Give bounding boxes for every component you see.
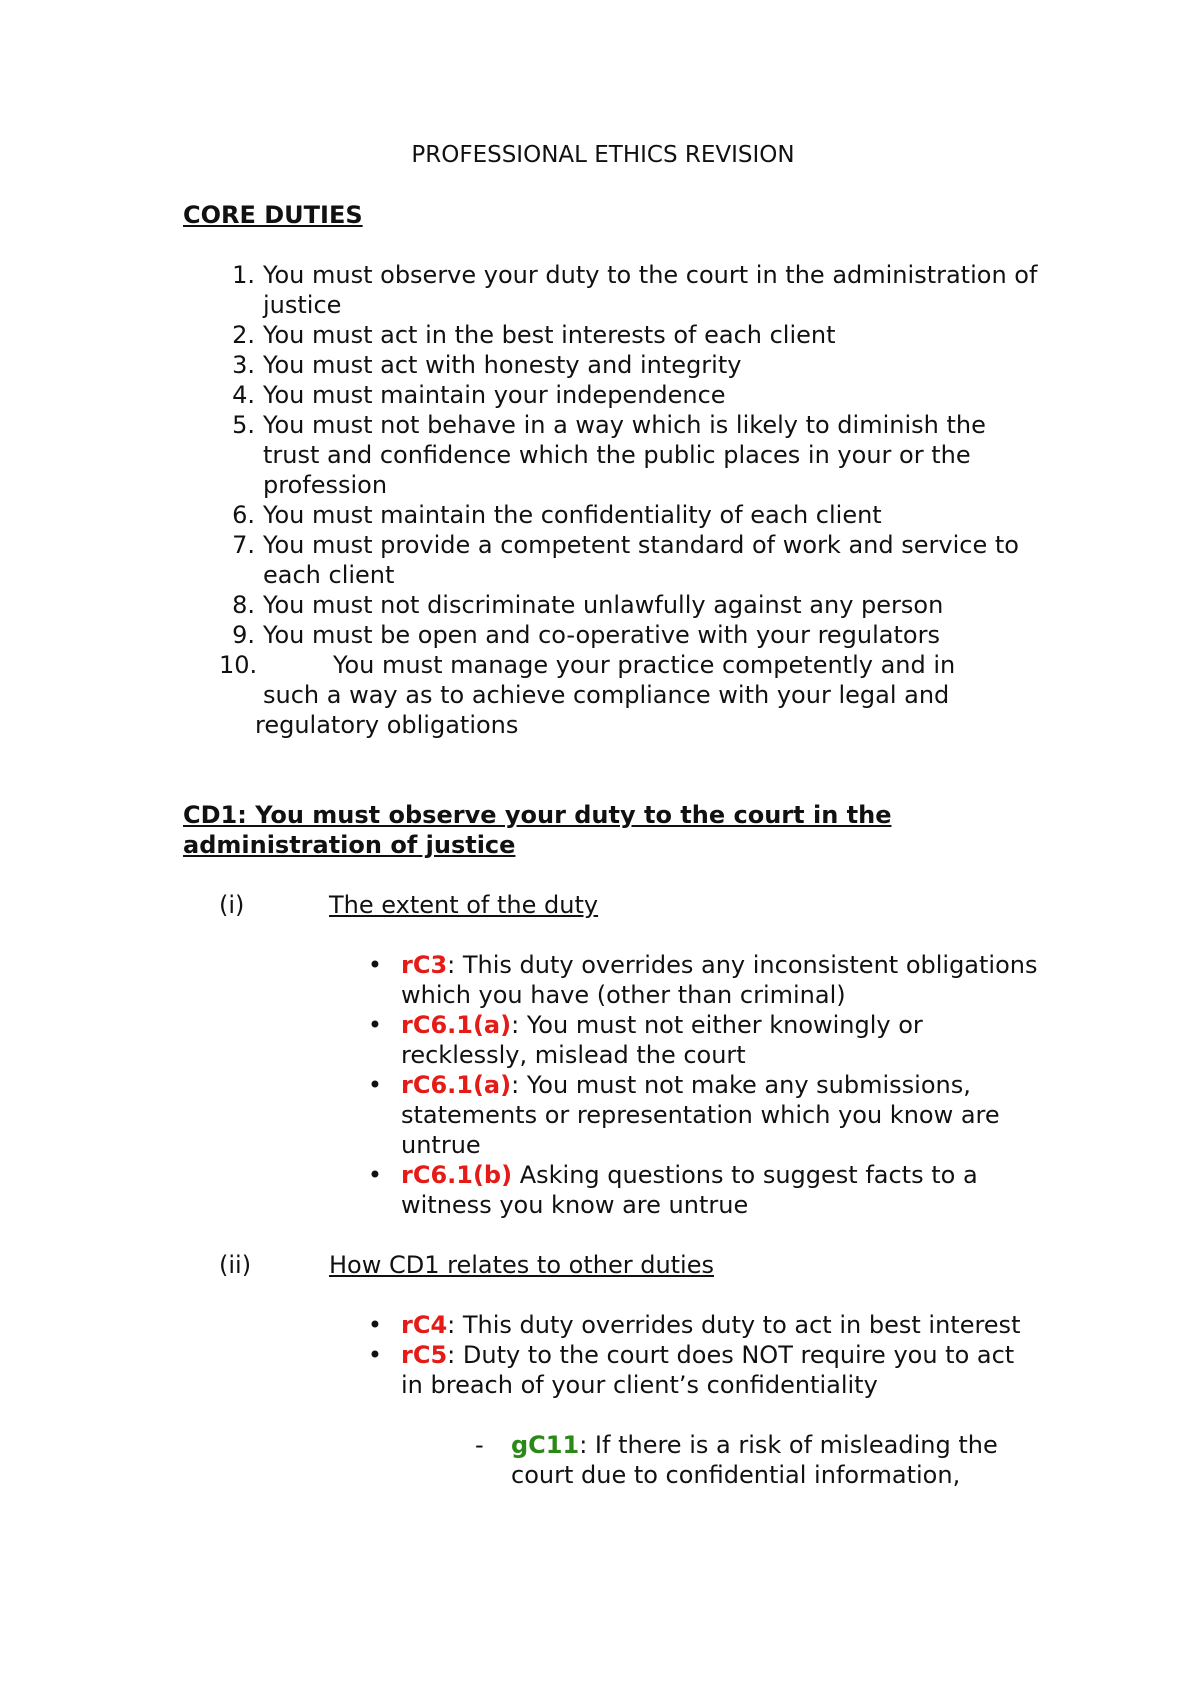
- document-page: [183, 140, 1043, 1490]
- list-item: 4. You must maintain your independence: [232, 381, 726, 409]
- list-item: • rC6.1(b) Asking questions to suggest facts to a witness you know are untrue: [365, 1160, 1043, 1220]
- rule-code: rC3: [401, 951, 448, 979]
- list-item: 8. You must not discriminate unlawfully against any person: [232, 591, 944, 619]
- section-i-header: [183, 890, 1043, 920]
- section-ii-guidance: [183, 1430, 1043, 1490]
- bullet-icon: •: [367, 1311, 383, 1339]
- rule-code: rC4: [401, 1311, 448, 1339]
- core-duties-list: [183, 260, 1043, 740]
- section-title: The extent of the duty: [329, 891, 599, 919]
- list-item: 9. You must be open and co-operative with your regulators: [232, 621, 940, 649]
- bullet-icon: •: [367, 1341, 383, 1369]
- rule-code: rC6.1(b): [401, 1161, 513, 1189]
- section-title: How CD1 relates to other duties: [329, 1251, 714, 1279]
- section-ii-bullets: [183, 1310, 1043, 1400]
- list-item: 2. You must act in the best interests of each client: [232, 321, 836, 349]
- list-item: • rC6.1(a): You must not make any submissions, statements or representation which you know are untrue: [365, 1070, 1043, 1160]
- core-duties-heading: CORE DUTIES: [183, 201, 363, 229]
- section-number: (i): [219, 891, 245, 919]
- rule-code: rC6.1(a): [401, 1071, 512, 1099]
- list-item: 5. You must not behave in a way which is likely to diminish the trust and confidence which the public places in your or the profession: [232, 411, 986, 499]
- bullet-icon: •: [367, 1011, 383, 1039]
- list-item: • rC3: This duty overrides any inconsistent obligations which you have (other than criminal): [365, 950, 1043, 1010]
- section-ii-header: [183, 1250, 1043, 1280]
- list-item: 1. You must observe your duty to the court in the administration of justice: [232, 261, 1038, 319]
- list-item: • rC4: This duty overrides duty to act in best interest: [365, 1310, 1043, 1340]
- list-item: 10. You must manage your practice competently and in such a way as to achieve compliance with your legal and regulatory obligations: [219, 651, 956, 739]
- document-title: PROFESSIONAL ETHICS REVISION: [411, 142, 795, 168]
- list-item: - gC11: If there is a risk of misleading the court due to confidential information,: [475, 1431, 998, 1489]
- dash-icon: -: [475, 1431, 484, 1459]
- section-i-bullets: [183, 950, 1043, 1220]
- section-number: (ii): [219, 1251, 252, 1279]
- rule-code: rC6.1(a): [401, 1011, 512, 1039]
- cd1-heading: CD1: You must observe your duty to the court in the administration of justice: [183, 801, 892, 859]
- list-item: • rC6.1(a): You must not either knowingly or recklessly, mislead the court: [365, 1010, 1043, 1070]
- list-item: • rC5: Duty to the court does NOT require you to act in breach of your client’s confidentiality: [365, 1340, 1043, 1400]
- bullet-icon: •: [367, 1161, 383, 1189]
- list-item: 3. You must act with honesty and integrity: [232, 351, 742, 379]
- list-item: 6. You must maintain the confidentiality of each client: [232, 501, 882, 529]
- guidance-code: gC11: [511, 1431, 580, 1459]
- bullet-icon: •: [367, 951, 383, 979]
- bullet-icon: •: [367, 1071, 383, 1099]
- list-item: 7. You must provide a competent standard of work and service to each client: [232, 531, 1019, 589]
- rule-code: rC5: [401, 1341, 448, 1369]
